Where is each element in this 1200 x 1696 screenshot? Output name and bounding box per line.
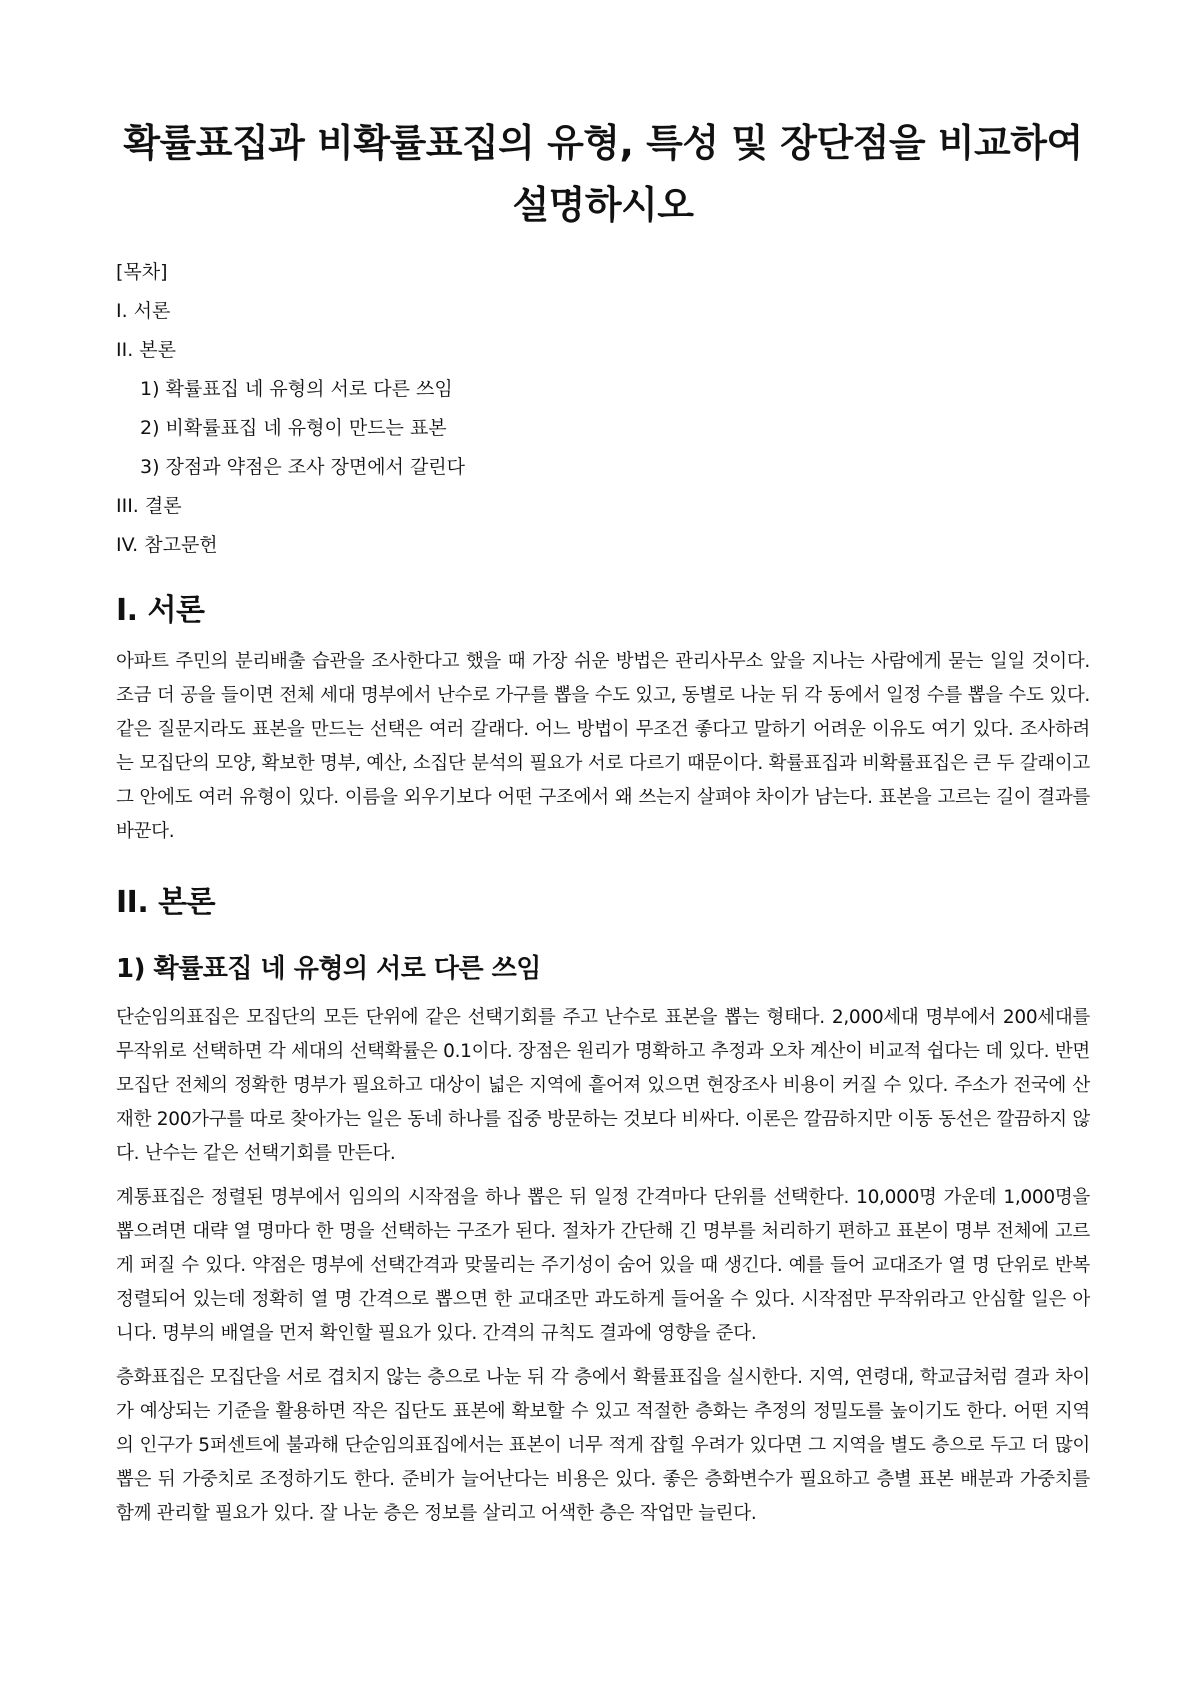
intro-paragraph: 아파트 주민의 분리배출 습관을 조사한다고 했을 때 가장 쉬운 방법은 관리사무소 앞을 지나는 사람에게 묻는 일일 것이다. 조금 더 공을 들이면 전체 세대 명부에서 난수로 가구를 뽑을 수도 있고, 동별로 나눈 뒤 각 동에서 일정 수를 뽑을 수도 있다. 같은 질문지라도 표본을 만드는 선택은 여러 갈래다. 어느 방법이 무조건 좋다고 말하기 어려운 이유도 여기 있다. 조사하려는 모집단의 모양, 확보한 명부, 예산, 소집단 분석의 필요가 서로 다르기 때문이다. 확률표집과 비확률표집은 큰 두 갈래이고 그 안에도 여러 유형이 있다. 이름을 외우기보다 어떤 구조에서 왜 쓰는지 살펴야 차이가 남는다. 표본을 고르는 길이 결과를 바꾼다.: [116, 651, 1090, 842]
toc-item-body-1: 1) 확률표집 네 유형의 서로 다른 쓰임: [140, 378, 453, 400]
paragraph-stratified-sampling: 층화표집은 모집단을 서로 겹치지 않는 층으로 나눈 뒤 각 층에서 확률표집을 실시한다. 지역, 연령대, 학교급처럼 결과 차이가 예상되는 기준을 활용하면 작은 집단도 표본에 확보할 수 있고 적절한 층화는 추정의 정밀도를 높이기도 한다. 어떤 지역의 인구가 5퍼센트에 불과해 단순임의표집에서는 표본이 너무 적게 잡힐 우려가 있다면 그 지역을 별도 층으로 두고 더 많이 뽑은 뒤 가중치로 조정하기도 한다. 준비가 늘어난다는 비용은 있다. 좋은 층화변수가 필요하고 층별 표본 배분과 가중치를 함께 관리할 필요가 있다. 잘 나눈 층은 정보를 살리고 어색한 층은 작업만 늘린다.: [116, 1367, 1090, 1524]
paragraph-systematic-sampling: 계통표집은 정렬된 명부에서 임의의 시작점을 하나 뽑은 뒤 일정 간격마다 단위를 선택한다. 10,000명 가운데 1,000명을 뽑으려면 대략 열 명마다 한 명을 선택하는 구조가 된다. 절차가 간단해 긴 명부를 처리하기 편하고 표본이 명부 전체에 고르게 퍼질 수 있다. 약점은 명부에 선택간격과 맞물리는 주기성이 숨어 있을 때 생긴다. 예를 들어 교대조가 열 명 단위로 반복 정렬되어 있는데 정확히 열 명 간격으로 뽑으면 한 교대조만 과도하게 들어올 수 있다. 시작점만 무작위라고 안심할 일은 아니다. 명부의 배열을 먼저 확인할 필요가 있다. 간격의 규칙도 결과에 영향을 준다.: [116, 1187, 1090, 1344]
table-of-contents: [116, 260, 1090, 557]
section-heading-body: II. 본론: [116, 885, 216, 920]
toc-item-body-2: 2) 비확률표집 네 유형이 만드는 표본: [140, 417, 447, 439]
toc-heading: [목차]: [116, 261, 168, 283]
toc-item-intro: I. 서론: [116, 300, 171, 322]
paragraph-simple-random-sampling: 단순임의표집은 모집단의 모든 단위에 같은 선택기회를 주고 난수로 표본을 뽑는 형태다. 2,000세대 명부에서 200세대를 무작위로 선택하면 각 세대의 선택확률은 0.1이다. 장점은 원리가 명확하고 추정과 오차 계산이 비교적 쉽다는 데 있다. 반면 모집단 전체의 정확한 명부가 필요하고 대상이 넓은 지역에 흩어져 있으면 현장조사 비용이 커질 수 있다. 주소가 전국에 산재한 200가구를 따로 찾아가는 일은 동네 하나를 집중 방문하는 것보다 비싸다. 이론은 깔끔하지만 이동 동선은 깔끔하지 않다. 난수는 같은 선택기회를 만든다.: [116, 1007, 1090, 1164]
toc-item-conclusion: III. 결론: [116, 495, 182, 517]
document-title: 확률표집과 비확률표집의 유형, 특성 및 장단점을 비교하여 설명하시오: [123, 121, 1083, 227]
section-heading-intro: I. 서론: [116, 593, 205, 628]
toc-item-body-3: 3) 장점과 약점은 조사 장면에서 갈린다: [140, 456, 466, 478]
toc-item-body: II. 본론: [116, 339, 176, 361]
subsection-heading-probability-sampling: 1) 확률표집 네 유형의 서로 다른 쓰임: [116, 954, 541, 984]
toc-item-references: IV. 참고문헌: [116, 534, 218, 556]
